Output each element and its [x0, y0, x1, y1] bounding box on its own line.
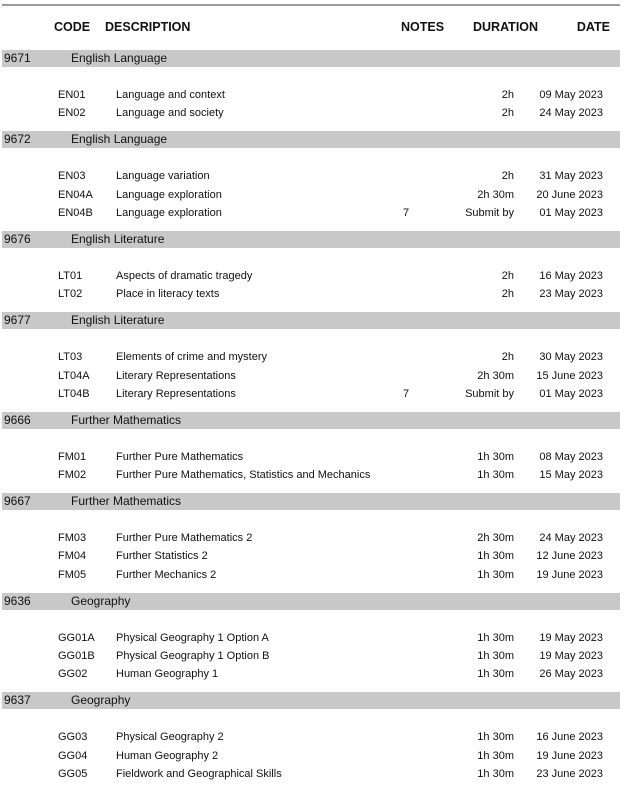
subject-code: 9667: [4, 494, 31, 509]
component-description: Further Pure Mathematics: [116, 450, 244, 463]
header-code: CODE: [54, 20, 91, 34]
subject-title: English Literature: [71, 313, 165, 328]
component-code: EN04A: [58, 188, 93, 201]
component-code: GG05: [58, 767, 88, 780]
component-description: Further Pure Mathematics, Statistics and Mechanics: [116, 469, 371, 482]
subject-group: [0, 692, 624, 792]
subject-code: 9672: [4, 132, 31, 147]
component-description: Human Geography 1: [116, 668, 219, 681]
component-code: EN01: [58, 89, 86, 101]
component-duration: 1h 30m: [477, 731, 514, 744]
table-row: [0, 765, 624, 783]
subject-code: 9637: [4, 693, 31, 708]
component-duration: Submit by: [465, 387, 514, 400]
component-duration: 1h 30m: [477, 568, 514, 581]
component-date: 24 May 2023: [539, 107, 603, 120]
component-duration: 2h 30m: [477, 369, 514, 382]
component-duration: 1h 30m: [477, 550, 514, 563]
component-code: FM05: [58, 568, 87, 581]
component-date: 23 June 2023: [536, 767, 603, 780]
component-description: Aspects of dramatic tragedy: [116, 269, 253, 282]
subject-title: English Literature: [71, 231, 165, 246]
table-row: [0, 647, 624, 665]
table-row: [0, 367, 624, 385]
subject-title: Further Mathematics: [71, 494, 182, 509]
header-description: DESCRIPTION: [105, 20, 191, 34]
subject-group: [0, 131, 624, 231]
component-description: Further Mechanics 2: [116, 568, 217, 581]
component-description: Literary Representations: [116, 369, 236, 382]
component-duration: 1h 30m: [477, 469, 514, 482]
table-row: [0, 186, 624, 204]
component-description: Fieldwork and Geographical Skills: [116, 767, 282, 780]
component-code: GG02: [58, 668, 88, 681]
component-date: 01 May 2023: [539, 387, 603, 400]
table-row: [0, 747, 624, 765]
component-code: LT03: [58, 351, 83, 364]
component-description: Literary Representations: [116, 387, 236, 400]
table-row: [0, 728, 624, 746]
subject-title: English Language: [71, 132, 168, 147]
subject-group: [0, 312, 624, 412]
subject-code: 9677: [4, 313, 31, 328]
component-duration: 1h 30m: [477, 631, 514, 644]
component-code: GG01B: [58, 650, 95, 662]
table-row: [0, 167, 624, 185]
component-list: [0, 709, 624, 792]
table-row: [0, 86, 624, 104]
subject-code: 9636: [4, 593, 31, 608]
component-list: [0, 67, 624, 131]
component-duration: 1h 30m: [477, 450, 514, 463]
component-date: 23 May 2023: [539, 288, 603, 301]
component-date: 19 June 2023: [536, 749, 603, 762]
component-description: Elements of crime and mystery: [116, 351, 267, 364]
component-date: 16 June 2023: [536, 731, 603, 744]
table-row: [0, 629, 624, 647]
component-description: Physical Geography 2: [116, 731, 224, 744]
subject-header-bar: [2, 493, 620, 510]
subject-group: [0, 593, 624, 693]
component-list: [0, 248, 624, 312]
table-row: [0, 204, 624, 222]
header-duration: DURATION: [473, 20, 539, 34]
table-row: [0, 285, 624, 303]
component-description: Physical Geography 1 Option B: [116, 650, 270, 662]
component-code: GG01A: [58, 631, 95, 644]
subject-header-bar: [2, 692, 620, 709]
component-description: Place in literacy texts: [116, 288, 220, 301]
component-date: 12 June 2023: [536, 550, 603, 563]
component-duration: 2h 30m: [477, 532, 514, 545]
top-rule: [2, 4, 620, 6]
subject-group: [0, 493, 624, 593]
subject-title: Geography: [71, 693, 131, 708]
component-date: 08 May 2023: [539, 450, 603, 463]
header-notes: NOTES: [401, 20, 445, 34]
component-code: EN03: [58, 170, 86, 183]
table-row: [0, 665, 624, 683]
component-duration: 1h 30m: [477, 668, 514, 681]
subject-group: [0, 412, 624, 493]
component-list: [0, 148, 624, 231]
component-description: Further Statistics 2: [116, 550, 208, 563]
component-description: Language exploration: [116, 206, 222, 219]
component-date: 31 May 2023: [539, 170, 603, 183]
component-description: Language and society: [116, 107, 224, 120]
component-code: FM04: [58, 550, 87, 563]
component-duration: 2h: [501, 107, 514, 120]
component-date: 16 May 2023: [539, 269, 603, 282]
component-duration: 2h: [501, 269, 514, 282]
component-code: LT01: [58, 269, 83, 282]
subject-header-bar: [2, 312, 620, 329]
subject-code: 9671: [4, 51, 31, 65]
component-description: Language exploration: [116, 188, 222, 201]
component-list: [0, 429, 624, 493]
component-date: 15 May 2023: [539, 469, 603, 482]
component-date: 15 June 2023: [536, 369, 603, 382]
table-row: [0, 529, 624, 547]
component-code: GG04: [58, 749, 88, 762]
exam-timetable: [0, 50, 624, 792]
component-duration: 1h 30m: [477, 767, 514, 780]
subject-header-bar: [2, 231, 620, 248]
table-row: [0, 566, 624, 584]
component-duration: 2h: [501, 170, 514, 183]
component-code: FM01: [58, 450, 87, 463]
table-row: [0, 267, 624, 285]
subject-header-bar: [2, 131, 620, 148]
table-row: [0, 448, 624, 466]
component-date: 26 May 2023: [539, 668, 603, 681]
component-code: LT04B: [58, 387, 90, 400]
component-duration: 2h: [501, 288, 514, 301]
subject-header-bar: [2, 50, 620, 67]
component-list: [0, 329, 624, 412]
header-date: DATE: [576, 20, 610, 34]
component-code: LT02: [58, 288, 83, 301]
component-notes: 7: [403, 387, 410, 400]
component-notes: 7: [403, 206, 410, 219]
component-duration: 1h 30m: [477, 650, 514, 662]
component-code: FM03: [58, 532, 87, 545]
table-row: [0, 466, 624, 484]
component-duration: 1h 30m: [477, 749, 514, 762]
component-date: 24 May 2023: [539, 532, 603, 545]
component-date: 19 May 2023: [539, 631, 603, 644]
subject-group: [0, 231, 624, 312]
component-description: Further Pure Mathematics 2: [116, 532, 253, 545]
component-code: LT04A: [58, 369, 90, 382]
component-description: Physical Geography 1 Option A: [116, 631, 269, 644]
component-code: FM02: [58, 469, 87, 482]
component-list: [0, 610, 624, 693]
subject-code: 9676: [4, 231, 31, 246]
subject-title: Geography: [71, 593, 131, 608]
component-description: Language and context: [116, 89, 225, 101]
subject-header-bar: [2, 412, 620, 429]
subject-group: [0, 50, 624, 131]
component-date: 19 May 2023: [539, 650, 603, 662]
column-header-row: [0, 20, 624, 36]
component-code: EN02: [58, 107, 86, 120]
subject-code: 9666: [4, 412, 31, 427]
component-date: 09 May 2023: [539, 89, 603, 101]
component-duration: 2h: [501, 351, 514, 364]
component-date: 20 June 2023: [536, 188, 603, 201]
table-row: [0, 348, 624, 366]
subject-title: Further Mathematics: [71, 412, 182, 427]
component-date: 01 May 2023: [539, 206, 603, 219]
subject-header-bar: [2, 593, 620, 610]
component-duration: 2h: [501, 89, 514, 101]
table-row: [0, 385, 624, 403]
component-date: 30 May 2023: [539, 351, 603, 364]
component-duration: 2h 30m: [477, 188, 514, 201]
component-duration: Submit by: [465, 206, 514, 219]
component-date: 19 June 2023: [536, 568, 603, 581]
subject-title: English Language: [71, 51, 168, 65]
component-description: Human Geography 2: [116, 749, 219, 762]
table-row: [0, 104, 624, 122]
component-code: EN04B: [58, 206, 93, 219]
table-row: [0, 547, 624, 565]
component-code: GG03: [58, 731, 88, 744]
component-description: Language variation: [116, 170, 210, 183]
component-list: [0, 510, 624, 593]
